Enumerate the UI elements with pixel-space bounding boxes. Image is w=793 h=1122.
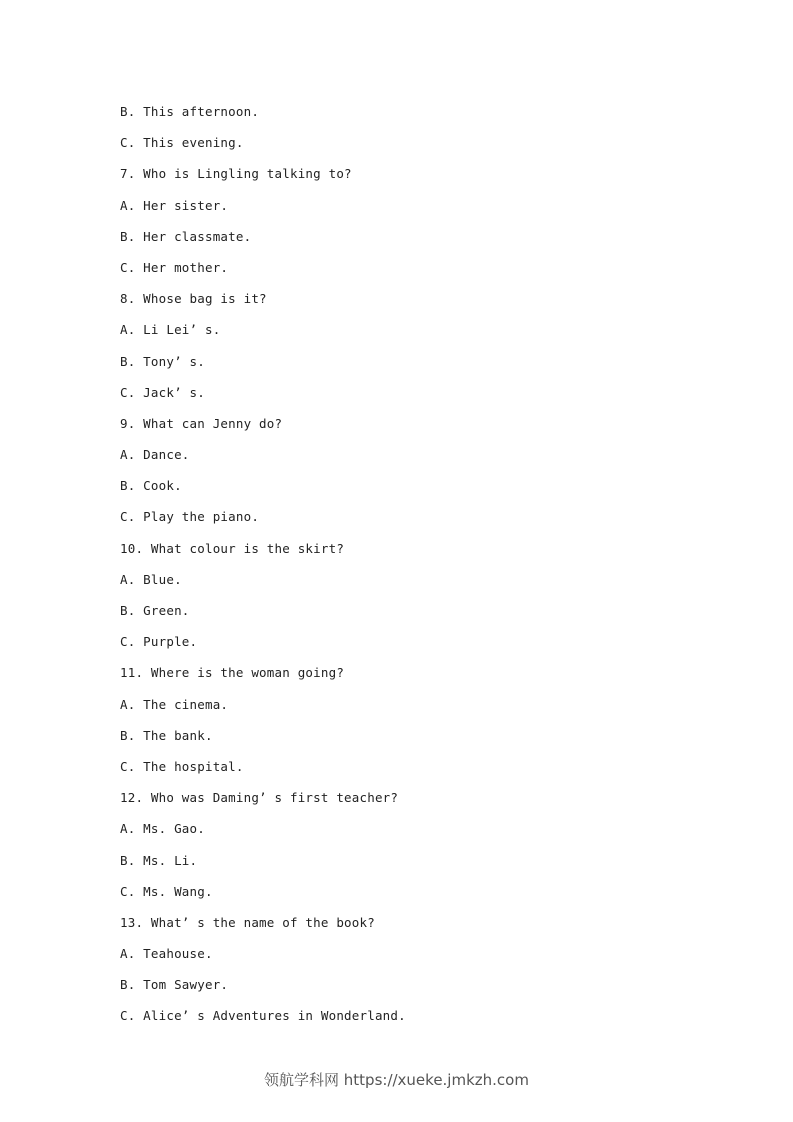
- option-line: C. Jack’ s.: [120, 384, 205, 400]
- option-line: B. Tony’ s.: [120, 353, 205, 369]
- option-line: C. Alice’ s Adventures in Wonderland.: [120, 1008, 406, 1024]
- question-line: 11. Where is the woman going?: [120, 665, 345, 681]
- question-line: 7. Who is Lingling talking to?: [120, 166, 352, 182]
- option-line: C. Her mother.: [120, 259, 229, 275]
- question-list: [120, 101, 740, 1037]
- question-line: 13. What’ s the name of the book?: [120, 914, 375, 930]
- option-line: B. The bank.: [120, 727, 213, 743]
- option-line: B. Ms. Li.: [120, 852, 198, 868]
- option-line: C. The hospital.: [120, 758, 244, 774]
- question-line: 9. What can Jenny do?: [120, 415, 283, 431]
- option-line: A. Teahouse.: [120, 946, 213, 962]
- question-line: 8. Whose bag is it?: [120, 291, 267, 307]
- question-line: 10. What colour is the skirt?: [120, 540, 345, 556]
- footer-watermark: 领航学科网 https://xueke.jmkzh.com: [264, 1071, 529, 1089]
- question-line: 12. Who was Daming’ s first teacher?: [120, 790, 399, 806]
- option-line: A. Blue.: [120, 571, 182, 587]
- option-line: C. Purple.: [120, 634, 198, 650]
- option-line: A. Ms. Gao.: [120, 821, 205, 837]
- option-line: C. Play the piano.: [120, 509, 260, 525]
- option-line: B. Cook.: [120, 478, 182, 494]
- option-line: B. Green.: [120, 603, 190, 618]
- option-line: A. Li Lei’ s.: [120, 322, 221, 338]
- option-line: C. Ms. Wang.: [120, 883, 213, 899]
- option-line: B. Tom Sawyer.: [120, 977, 229, 993]
- option-line: B. This afternoon.: [120, 104, 260, 119]
- option-line: A. Her sister.: [120, 197, 229, 213]
- option-line: A. The cinema.: [120, 696, 229, 712]
- option-line: A. Dance.: [120, 447, 190, 463]
- option-line: C. This evening.: [120, 135, 244, 151]
- option-line: B. Her classmate.: [120, 228, 252, 244]
